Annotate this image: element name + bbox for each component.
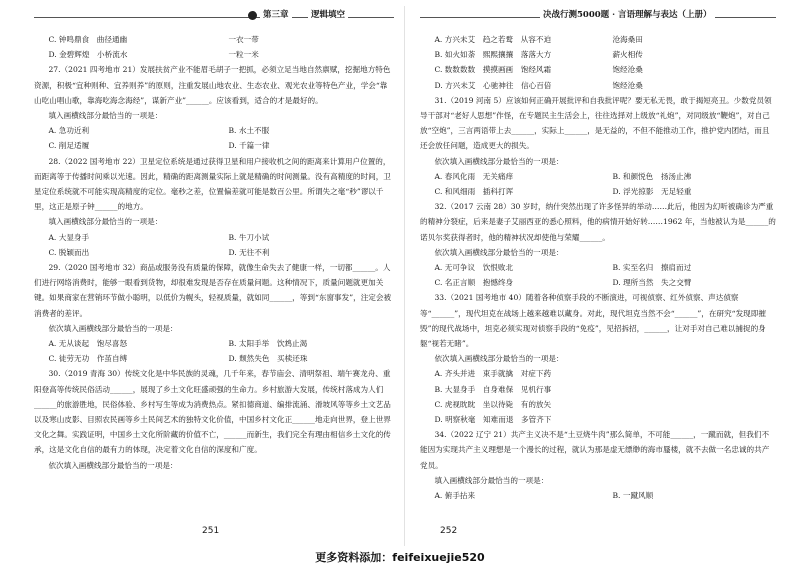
answer-option: C. 数数数数 摸摸画画 饱经风霜 bbox=[434, 65, 552, 75]
answer-option: B. 大显身手 自身难保 见机行事 bbox=[434, 384, 552, 394]
answer-option: 饱经沧桑 bbox=[612, 80, 643, 90]
answer-options-row bbox=[34, 138, 394, 153]
answer-options-row bbox=[420, 47, 776, 62]
chapter-marker-icon bbox=[248, 11, 257, 20]
answer-option: A. 无可争议 饮恨败北 bbox=[434, 263, 514, 273]
answer-option: D. 明察秋毫 知难而退 多管齐下 bbox=[434, 415, 552, 425]
answer-options-row bbox=[420, 382, 776, 397]
answer-option: C. 钟鸣鼎食 曲径通幽 bbox=[48, 35, 128, 44]
answer-option: B. 太阳手举 饮鸩止渴 bbox=[228, 339, 308, 349]
answer-option: D. 千篇一律 bbox=[228, 141, 270, 151]
paragraph: 30.（2019 青海 30）传统文化是中华民族的灵魂，几千年来，春节庙会、清明祭祖、端午赛龙舟、重阳登高等传统民俗活动______，展现了乡土文化旺盛顽强的生命力。乡村旅游大发展，传统村落成为人们______的旅游胜地，民俗体验、乡村写生等成为消费热点。紧扣德商道、编排流涌、滑坡风等等乡土文艺品以及寒山皮影、目照农民画等乡土民间艺术的独特文化价值，中国乡村文化正______地走向世界，登上世界文化之舞。实践证明，中国乡土文化所阶藏的价值不亡，______而新生，我们完全有理由相信乡土文化的传承，这是文化自信的最有力的体现，决定着文化自信的深度和广度。 bbox=[34, 369, 391, 455]
paragraph: 33.（2021 国考地市 40）随着各种侦察手段的不断演进，可视侦察、红外侦察、声达侦察等“______”，现代坦克在战场上越来越难以藏身。对此，现代坦克当然不会“______”，在研究“发现即摧毁”的现代战场中，坦克必须实现对侦察手段的“免疫”，见招拆招，______，让对手对自己难以捕捉的身躯“视若无睹”。 bbox=[420, 293, 766, 349]
answer-option: B. 牛刀小试 bbox=[228, 232, 270, 242]
answer-options-row bbox=[420, 32, 776, 47]
answer-options-row bbox=[34, 351, 394, 366]
page-gutter bbox=[404, 6, 405, 546]
answer-options-row bbox=[420, 397, 776, 412]
answer-options-row bbox=[420, 275, 776, 290]
answer-option: C. 徒劳无功 作茧自缚 bbox=[48, 354, 128, 364]
answer-options-row bbox=[420, 169, 776, 184]
answer-option: A. 无从谈起 饱尽喜怒 bbox=[48, 339, 128, 349]
paragraph: 依次填入画横线部分最恰当的一项是： bbox=[48, 323, 178, 333]
paragraph: 29.（2020 国考地市 32）商品或服务没有质量的保障，就像生命失去了健康一样，一切都______。人们进行网络消费时，能够一眼看到货物，却很难发现是否存在质量问题。这种情况下，质量问题就更加关键。如果商家在营销环节做小聪明，以低价为幌头，轻视质量，就如同______，等到“东窗事发”，注定会被消费者的差评。 bbox=[34, 263, 392, 318]
answer-options-row bbox=[420, 488, 776, 503]
answer-option: A. 方兴未艾 趋之若鹜 从容不迫 bbox=[434, 35, 552, 44]
right-page-body bbox=[420, 32, 776, 503]
left-page-number: 251 bbox=[202, 526, 220, 536]
answer-option: B. 水土不服 bbox=[228, 126, 270, 136]
paragraph: 填入画横线部分最恰当的一项是： bbox=[48, 111, 163, 121]
left-page-body bbox=[34, 32, 394, 473]
answer-option: C. 和风细雨 插科打诨 bbox=[434, 187, 514, 197]
paragraph: 依次填入画横线部分最恰当的一项是： bbox=[434, 156, 564, 166]
answer-options-row bbox=[34, 245, 394, 260]
footer-contact: 更多资料添加：feifeixuejie520 bbox=[315, 551, 485, 564]
answer-option: D. 理所当然 失之交臂 bbox=[612, 278, 692, 288]
section-label: 逻辑填空 bbox=[308, 8, 348, 20]
left-page-header bbox=[34, 8, 394, 24]
answer-option: C. 虎视眈眈 坐以待毙 有的放矢 bbox=[434, 399, 552, 409]
answer-option: A. 急功近利 bbox=[48, 126, 90, 136]
answer-options-row bbox=[420, 184, 776, 199]
paragraph: 34.（2022 辽宁 21）共产主义决不是“土豆烧牛肉”那么简单，不可能______，一蹴而就，但我们不能因为实现共产主义理想是一个漫长的过程，就认为那是虚无缥缈的海市蜃楼，就不去做一名忠诚的共产党员。 bbox=[420, 430, 770, 470]
answer-option: D. 浮光掠影 无足轻重 bbox=[612, 187, 692, 197]
answer-option: D. 无往不利 bbox=[228, 247, 270, 257]
paragraph: 依次填入画横线部分最恰当的一项是： bbox=[434, 247, 564, 257]
paragraph: 填入画横线部分最恰当的一项是： bbox=[48, 217, 163, 227]
answer-option: B. 和颜悦色 扬汤止沸 bbox=[612, 171, 692, 181]
answer-option: C. 削足适履 bbox=[48, 141, 90, 151]
answer-option: A. 大显身手 bbox=[48, 232, 90, 242]
answer-option: C. 名正言顺 抱憾终身 bbox=[434, 278, 514, 288]
answer-option: C. 脱颖而出 bbox=[48, 247, 90, 257]
answer-options-row bbox=[34, 336, 394, 351]
right-page-header bbox=[420, 8, 776, 24]
paragraph: 28.（2022 国考地市 22）卫星定位系统是通过获得卫星和用户接收机之间的距离来计算用户位置的，而距离等于传播时间乘以光速。因此，精确的距离测量实际上就是精确的时间测量。没有高精度的时间，卫星定位系统就不可能实现高精度的定位。毫秒之差，位置偏差就可能是数百公里。所谓失之毫“秒”谬以千里，这正是原子钟______的地方。 bbox=[34, 156, 391, 212]
paragraph: 依次填入画横线部分最恰当的一项是： bbox=[48, 460, 178, 470]
answer-options-row bbox=[34, 47, 394, 62]
answer-option: 薪火相传 bbox=[612, 50, 643, 60]
answer-option: 沧海桑田 bbox=[612, 35, 643, 44]
answer-options-row bbox=[420, 62, 776, 77]
answer-option: 一衣一带 bbox=[228, 35, 259, 44]
answer-option: B. 实至名归 擦肩而过 bbox=[612, 263, 692, 273]
book-title: 决战行测5000题 · 言语理解与表达（上册） bbox=[540, 8, 715, 20]
answer-option: 饱经沧桑 bbox=[612, 65, 643, 75]
right-page bbox=[420, 0, 776, 548]
answer-option: A. 春风化雨 无关痛痒 bbox=[434, 171, 514, 181]
left-page bbox=[34, 0, 394, 548]
paragraph: 32.（2017 云南 28）30 岁时，纳什突然出现了许多怪异的举动……此后，他因为幻听被确诊为严重的精神分裂症，后来是妻子艾丽西亚的悉心照料，他的病情开始好转……1962 年，当他被认为是______的诺贝尔奖获得者时，他的精神状况却使他与荣耀______。 bbox=[420, 202, 776, 242]
paragraph: 27.（2021 四考地市 21）发展扶贫产业不能眉毛胡子一把抓，必须立足当地自然禀赋，挖掘地方特色资源，积极“宜种则种、宜养则养”的原则，注重发展山地农业、生态农业、观光农业等特色产业，学会“靠山吃山唱山歌，靠海吃海念海经”，谋新产业”______。应该看到，适合的才是最好的。 bbox=[34, 65, 391, 105]
paragraph: 填入画横线部分最恰当的一项是： bbox=[434, 475, 549, 485]
answer-options-row bbox=[420, 412, 776, 427]
answer-option: D. 方兴未艾 心驰神往 信心百倍 bbox=[434, 80, 552, 90]
answer-option: B. 一蹴风顺 bbox=[612, 491, 654, 501]
answer-option: 一粒一米 bbox=[228, 50, 259, 60]
answer-option: A. 俯手拈来 bbox=[434, 491, 476, 501]
answer-option: D. 颓然失色 买椟还珠 bbox=[228, 354, 308, 364]
answer-option: A. 齐头并进 束手就擒 对症下药 bbox=[434, 369, 552, 379]
paragraph: 依次填入画横线部分最恰当的一项是： bbox=[434, 354, 564, 364]
answer-options-row bbox=[34, 230, 394, 245]
right-page-number: 252 bbox=[440, 526, 458, 536]
paragraph: 31.（2019 河南 5）应该如何正确开展批评和自我批评呢？要无私无畏，敢于揭短亮丑。少数党员领导干部对“老好人思想”作怪，在专题民主生活会上，往往选择对上级放“礼炮”，对同级放“鞭炮”，对自己放“空炮”，三言两语带上去______，实际上______，是无益的，不但不能推动工作，推护党内团结，而且还会放任问题，造成更大的损失。 bbox=[420, 95, 772, 151]
answer-options-row bbox=[420, 78, 776, 93]
chapter-label: 第三章 bbox=[260, 8, 292, 20]
answer-option: B. 如火如荼 熙熙攘攘 落落大方 bbox=[434, 50, 552, 60]
answer-option: D. 金碧辉煌 小桥流水 bbox=[48, 50, 128, 60]
answer-options-row bbox=[420, 260, 776, 275]
answer-options-row bbox=[34, 123, 394, 138]
answer-options-row bbox=[34, 32, 394, 47]
answer-options-row bbox=[420, 366, 776, 381]
